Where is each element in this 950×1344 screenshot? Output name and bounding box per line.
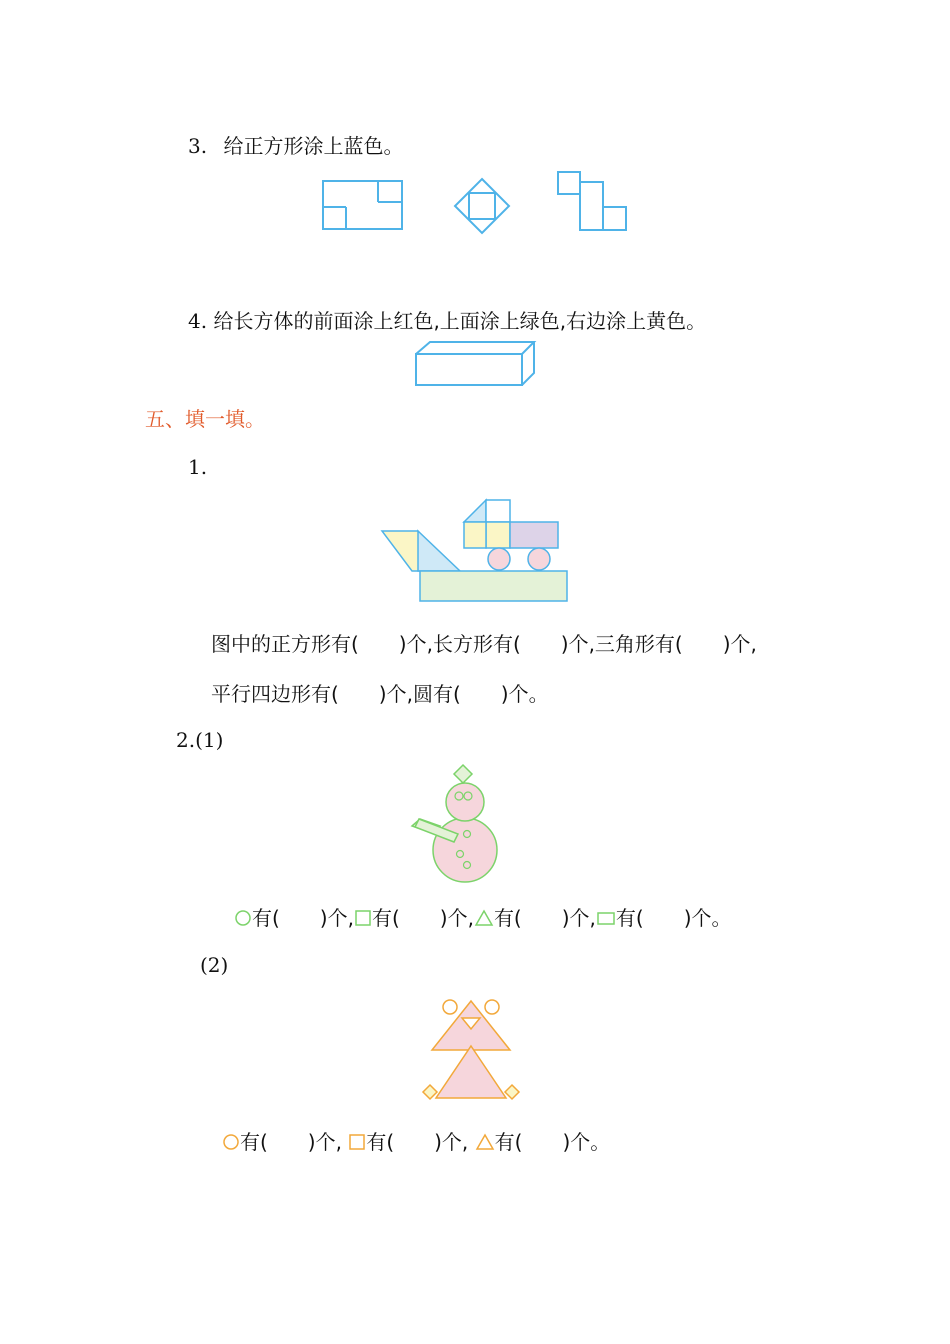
problem-2-figure-triangles (420, 996, 524, 1102)
q3-figure-rectangle-composite (322, 180, 404, 232)
base-rectangle (420, 571, 567, 601)
problem-1-number: 1. (188, 455, 208, 479)
cab-front-square (464, 522, 486, 548)
problem-1-line-1: 图中的正方形有( )个,长方形有( )个,三角形有( )个, (211, 632, 757, 656)
q4-cuboid (414, 340, 538, 388)
ear-circle (485, 1000, 499, 1014)
q3-figure-stair-squares (557, 171, 629, 233)
section-5-title: 五、填一填。 (145, 407, 265, 431)
body-triangle (436, 1046, 506, 1098)
sub-1-circle-count: 有( )个, (252, 906, 354, 930)
q3-figure-diamond-square (454, 178, 510, 234)
sub-1-triangle-count: 有( )个, (493, 906, 596, 930)
cab-square (486, 500, 510, 522)
head-circle (446, 783, 484, 821)
sub-2-triangle-count: 有( )个。 (494, 1130, 611, 1154)
sub-1-square-count: 有( )个, (371, 906, 474, 930)
problem-1-line-2: 平行四边形有( )个,圆有( )个。 (211, 682, 549, 706)
cab-lower-square (486, 522, 510, 548)
triangle-icon (474, 909, 494, 927)
problem-2-header (176, 728, 223, 752)
sub-2-circle-count: 有( )个, (240, 1130, 342, 1154)
question-4 (188, 305, 706, 334)
wheel-circle (528, 548, 550, 570)
question-3 (188, 130, 403, 159)
cab-triangle (464, 500, 486, 522)
problem-2-sub-2-line (222, 1126, 610, 1155)
triangle-icon (475, 1133, 495, 1151)
problem-2-sub-1-line (234, 902, 732, 931)
problem-2-number: 2. (176, 728, 196, 752)
question-3-text: 给正方形涂上蓝色。 (223, 134, 404, 158)
question-4-text: 给长方体的前面涂上红色,上面涂上绿色,右边涂上黄色。 (213, 309, 707, 333)
square-icon (348, 1133, 366, 1151)
foot-square (505, 1085, 519, 1099)
problem-2-sub-2-label: (2) (200, 953, 229, 977)
rectangle-icon (596, 909, 616, 927)
question-3-number: 3. (188, 134, 208, 158)
problem-1-figure-truck (380, 498, 572, 604)
ear-circle (443, 1000, 457, 1014)
problem-2-figure-snowman (410, 764, 502, 886)
wheel-circle (488, 548, 510, 570)
circle-icon (222, 1133, 240, 1151)
cargo-rectangle (510, 522, 558, 548)
hat-diamond (454, 765, 472, 783)
circle-icon (234, 909, 252, 927)
sub-2-square-count: 有( )个, (366, 1130, 469, 1154)
sub-1-rectangle-count: 有( )个。 (615, 906, 732, 930)
question-4-number: 4. (188, 309, 208, 333)
triangle-shape (418, 531, 460, 571)
foot-square (423, 1085, 437, 1099)
square-icon (354, 909, 372, 927)
problem-2-sub-1-label: (1) (195, 728, 224, 752)
